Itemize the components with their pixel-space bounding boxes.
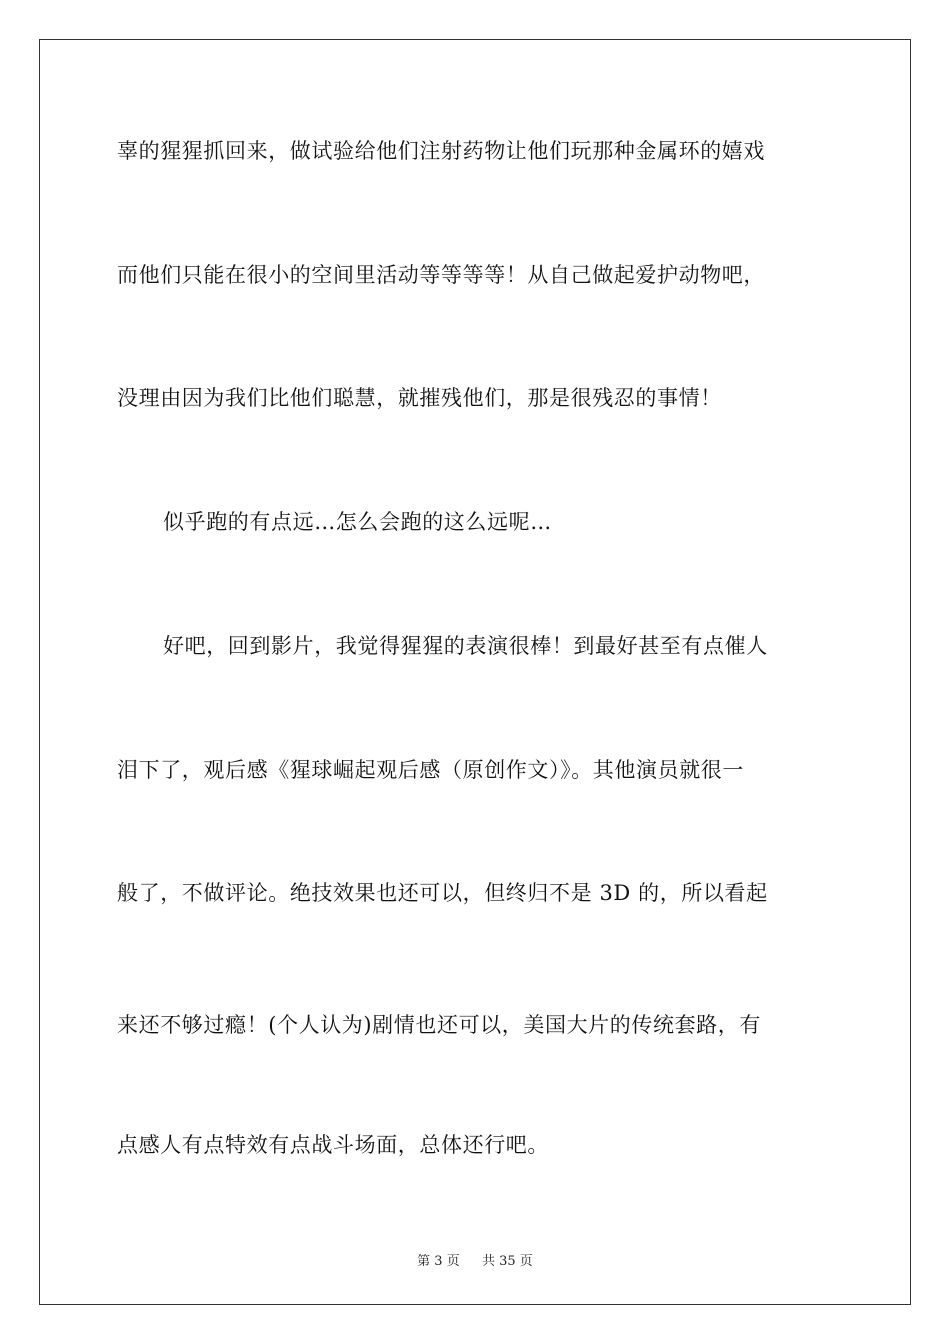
page-footer bbox=[0, 1250, 950, 1269]
text-line-3: 没理由因为我们比他们聪慧，就摧残他们，那是很残忍的事情！ bbox=[117, 386, 722, 410]
total-pages: 共 35 页 bbox=[482, 1254, 533, 1269]
text-line-9: 点感人有点特效有点战斗场面，总体还行吧。 bbox=[117, 1133, 549, 1157]
text-line-1: 辜的猩猩抓回来，做试验给他们注射药物让他们玩那种金属环的嬉戏 bbox=[117, 139, 765, 163]
text-line-5: 好吧，回到影片，我觉得猩猩的表演很棒！到最好甚至有点催人 bbox=[163, 634, 768, 658]
text-line-6: 泪下了，观后感《猩球崛起观后感（原创作文）》。其他演员就很一 bbox=[117, 758, 744, 782]
text-line-2: 而他们只能在很小的空间里活动等等等等！从自己做起爱护动物吧， bbox=[117, 263, 765, 287]
text-line-4: 似乎跑的有点远…怎么会跑的这么远呢… bbox=[163, 510, 552, 534]
text-line-8: 来还不够过瘾！(个人认为)剧情也还可以，美国大片的传统套路，有 bbox=[117, 1013, 761, 1037]
current-page-number: 第 3 页 bbox=[417, 1254, 460, 1269]
text-line-7: 般了，不做评论。绝技效果也还可以，但终归不是 3D 的，所以看起 bbox=[117, 881, 768, 905]
page-border bbox=[39, 39, 911, 1305]
